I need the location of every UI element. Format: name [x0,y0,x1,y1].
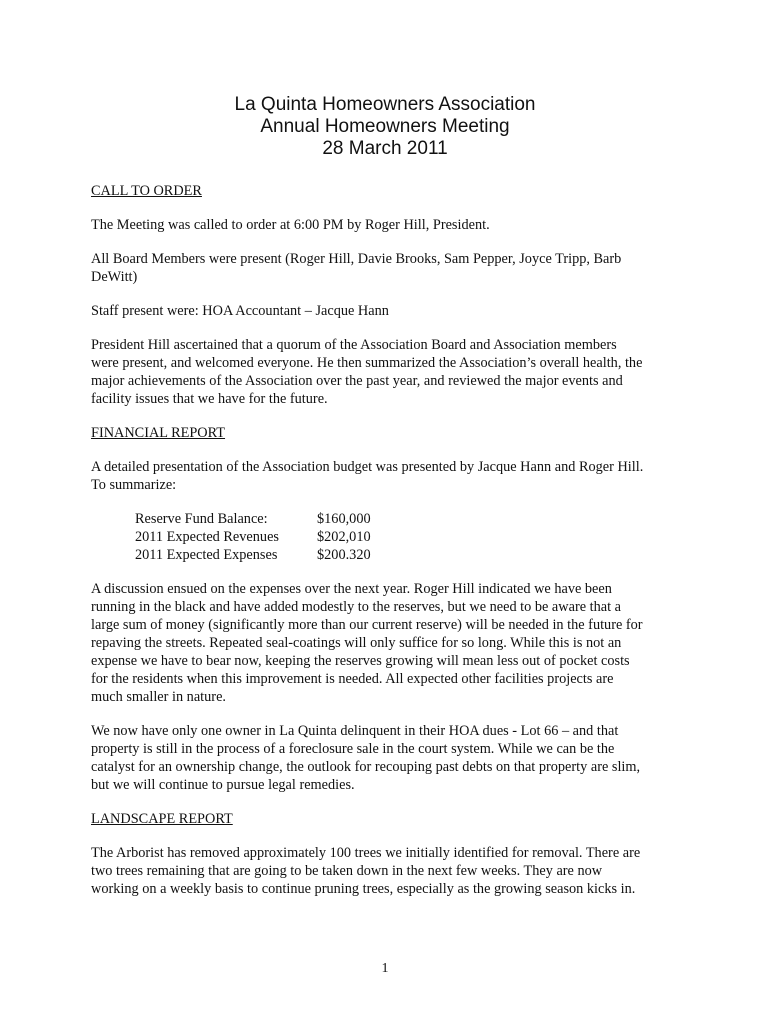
text-line: To summarize: [91,477,177,493]
expected-revenues-label: 2011 Expected Revenues [135,529,279,545]
paragraph-budget-intro [91,458,691,494]
text-line: were present, and welcomed everyone. He then summarized the Association’s overall health, the [91,355,643,371]
paragraph-arborist [91,844,691,898]
text-line: large sum of money (significantly more than our current reserve) will be needed in the future for [91,617,643,633]
text-line: All Board Members were present (Roger Hill, Davie Brooks, Sam Pepper, Joyce Tripp, Barb [91,251,622,267]
paragraph-staff-present [91,302,691,320]
document-title [0,94,770,160]
paragraph-delinquent-dues [91,722,691,794]
text-line: The Meeting was called to order at 6:00 PM by Roger Hill, President. [91,217,490,233]
text-line: major achievements of the Association over the past year, and reviewed the major events and [91,373,623,389]
page-number: 1 [381,961,389,976]
title-line-meeting: Annual Homeowners Meeting [260,116,510,137]
heading-financial-report: FINANCIAL REPORT [91,425,226,441]
text-line: property is still in the process of a foreclosure sale in the court system. While we can be the [91,741,615,757]
text-line: facility issues that we have for the future. [91,391,328,407]
text-line: much smaller in nature. [91,689,226,705]
title-line-association: La Quinta Homeowners Association [234,94,536,115]
paragraph-expenses-discussion [91,580,691,706]
text-line: expense we have to bear now, keeping the reserves growing will mean less out of pocket costs [91,653,630,669]
reserve-fund-value: $160,000 [317,511,371,527]
text-line: A discussion ensued on the expenses over the next year. Roger Hill indicated we have been [91,581,612,597]
reserve-fund-label: Reserve Fund Balance: [135,511,268,527]
paragraph-called-to-order [91,216,691,234]
paragraph-quorum [91,336,691,408]
text-line: President Hill ascertained that a quorum of the Association Board and Association members [91,337,617,353]
paragraph-board-members [91,250,691,286]
text-line: Staff present were: HOA Accountant – Jacque Hann [91,303,389,319]
text-line: for the residents when this improvement is needed. All expected other facilities projects are [91,671,614,687]
text-line: but we will continue to pursue legal remedies. [91,777,355,793]
title-line-date: 28 March 2011 [322,138,448,159]
expected-expenses-value: $200.320 [317,547,371,563]
text-line: A detailed presentation of the Association budget was presented by Jacque Hann and Roger Hill. [91,459,644,475]
text-line: repaving the streets. Repeated seal-coatings will only suffice for so long. While this is not an [91,635,622,651]
text-line: The Arborist has removed approximately 100 trees we initially identified for removal. There are [91,845,641,861]
text-line: We now have only one owner in La Quinta delinquent in their HOA dues - Lot 66 – and that [91,723,619,739]
expected-revenues-value: $202,010 [317,529,371,545]
financial-summary-table [135,510,691,564]
expected-expenses-label: 2011 Expected Expenses [135,547,278,563]
text-line: running in the black and have added modestly to the reserves, but we need to be aware that a [91,599,621,615]
document-body [91,182,691,914]
heading-call-to-order: CALL TO ORDER [91,183,202,199]
text-line: DeWitt) [91,269,138,285]
text-line: two trees remaining that are going to be taken down in the next few weeks. They are now [91,863,603,879]
text-line: working on a weekly basis to continue pruning trees, especially as the growing season kicks in. [91,881,636,897]
text-line: catalyst for an ownership change, the outlook for recouping past debts on that property are slim, [91,759,641,775]
heading-landscape-report: LANDSCAPE REPORT [91,811,233,827]
